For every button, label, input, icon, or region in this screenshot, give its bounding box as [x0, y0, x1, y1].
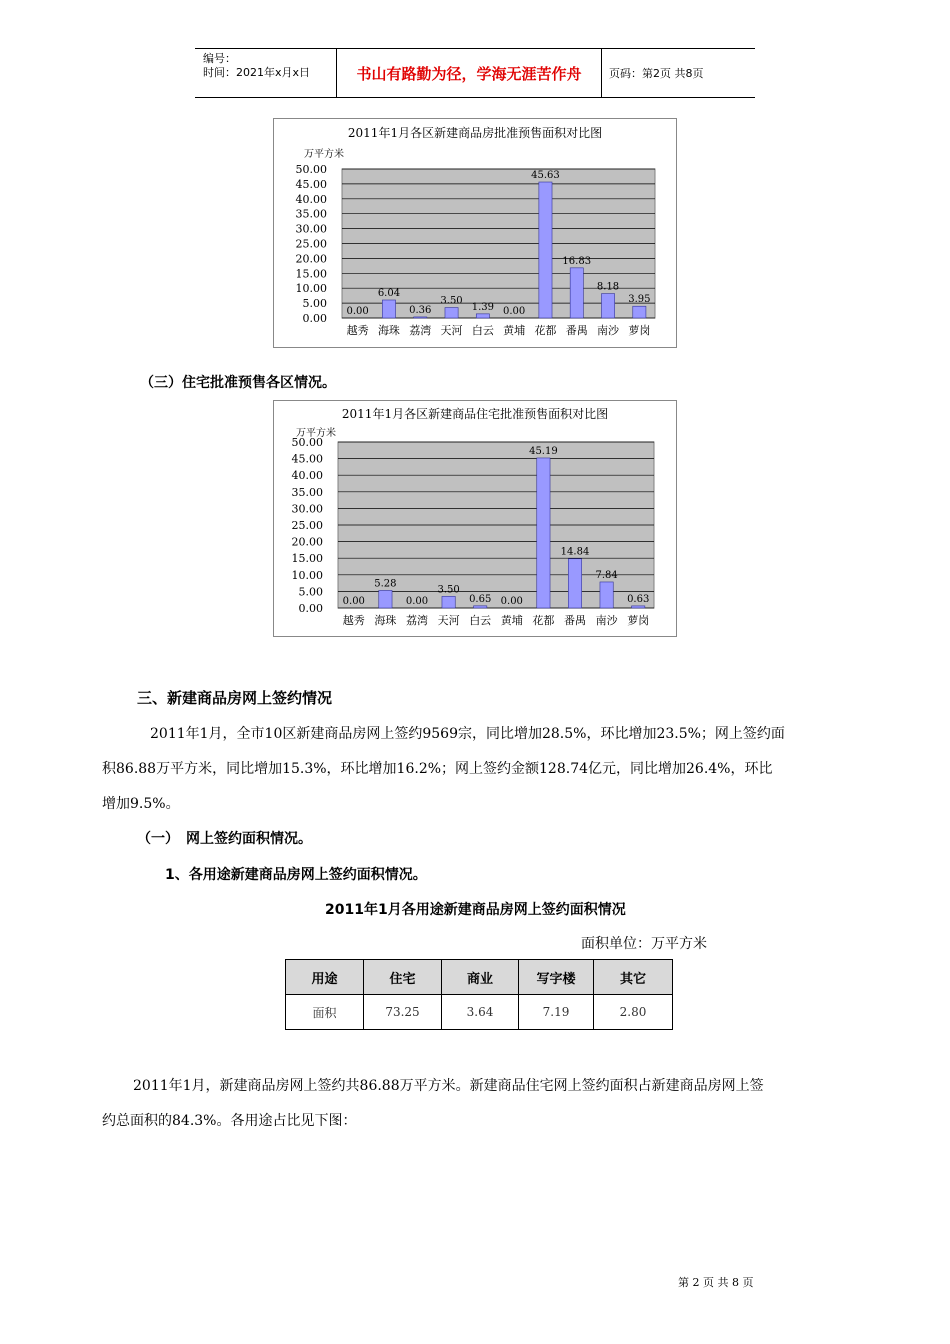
table-header-cell: 写字楼 — [519, 960, 594, 995]
table-title: 2011年1月各用途新建商品房网上签约面积情况 — [325, 902, 626, 918]
table-header-cell: 住宅 — [364, 960, 442, 995]
bar — [382, 300, 395, 318]
subsection-online-signing-area: （一） 网上签约面积情况。 — [137, 831, 312, 847]
bar — [379, 590, 392, 608]
page-header — [195, 48, 755, 98]
table-cell: 面积 — [286, 995, 364, 1030]
y-tick-label: 20.00 — [291, 535, 323, 549]
bar — [476, 314, 489, 318]
data-label: 0.65 — [469, 593, 492, 605]
table-header-cell: 其它 — [594, 960, 673, 995]
table-header-cell: 用途 — [286, 960, 364, 995]
bar — [633, 306, 646, 318]
paragraph-line: 约总面积的84.3%。各用途占比见下图： — [102, 1113, 357, 1129]
header-number: 编号： — [203, 52, 236, 65]
x-tick-label: 花都 — [534, 324, 557, 337]
y-tick-label: 25.00 — [295, 237, 327, 251]
y-tick-label: 40.00 — [291, 469, 323, 483]
chart-presale-area — [273, 118, 677, 348]
data-label: 3.95 — [628, 294, 651, 306]
y-tick-label: 45.00 — [295, 177, 327, 191]
data-label: 0.00 — [500, 596, 523, 607]
paragraph-line: 积86.88万平方米，同比增加15.3%，环比增加16.2%；网上签约金额128.74亿元，同比增加26.4%，环比 — [102, 761, 773, 777]
y-tick-label: 30.00 — [295, 222, 327, 236]
x-tick-label: 花都 — [532, 614, 555, 627]
y-tick-label: 20.00 — [295, 252, 327, 266]
x-tick-label: 白云 — [469, 614, 492, 627]
x-tick-label: 海珠 — [374, 614, 397, 627]
table-row — [286, 995, 673, 1030]
bar — [537, 458, 550, 608]
table-cell: 3.64 — [442, 995, 519, 1030]
y-tick-label: 35.00 — [291, 485, 323, 499]
header-meta — [195, 49, 337, 97]
subsection-residential-presale: （三）住宅批准预售各区情况。 — [140, 375, 336, 391]
x-tick-label: 黄埔 — [503, 324, 526, 337]
y-tick-label: 45.00 — [291, 452, 323, 466]
data-label: 0.00 — [405, 596, 429, 607]
data-label: 8.18 — [596, 281, 620, 293]
y-tick-label: 30.00 — [291, 502, 323, 516]
y-tick-label: 25.00 — [291, 519, 323, 532]
x-tick-label: 海珠 — [377, 324, 400, 337]
data-label: 0.63 — [627, 593, 650, 605]
bar — [445, 308, 458, 318]
data-label: 6.04 — [377, 288, 401, 300]
usage-area-table — [285, 959, 673, 1030]
data-label: 0.00 — [342, 596, 365, 607]
data-label: 3.50 — [440, 295, 463, 307]
table-cell: 73.25 — [364, 995, 442, 1030]
subsection-by-usage: 1、各用途新建商品房网上签约面积情况。 — [165, 867, 427, 883]
x-tick-label: 南沙 — [595, 614, 618, 627]
data-label: 0.00 — [346, 306, 369, 317]
table-cell: 2.80 — [594, 995, 673, 1030]
table-cell: 7.19 — [519, 995, 594, 1030]
y-tick-label: 10.00 — [295, 282, 327, 296]
bar — [601, 294, 614, 318]
y-tick-label: 10.00 — [291, 568, 323, 582]
bar — [539, 182, 552, 318]
y-tick-label: 35.00 — [295, 207, 327, 221]
data-label: 7.84 — [595, 569, 618, 581]
y-tick-label: 5.00 — [302, 297, 327, 311]
x-tick-label: 萝岗 — [628, 324, 651, 337]
data-label: 45.19 — [529, 445, 558, 457]
header-motto: 书山有路勤为径，学海无涯苦作舟 — [337, 49, 602, 97]
x-tick-label: 白云 — [471, 324, 494, 337]
y-tick-label: 0.00 — [298, 602, 323, 615]
x-tick-label: 南沙 — [597, 324, 620, 337]
data-label: 5.28 — [374, 578, 397, 590]
x-tick-label: 越秀 — [342, 614, 365, 627]
page-footer: 第 2 页 共 8 页 — [678, 1276, 754, 1289]
y-tick-label: 50.00 — [291, 436, 323, 449]
header-page: 页码：第2页 共8页 — [609, 67, 704, 80]
chart-title: 2011年1月各区新建商品住宅批准预售面积对比图 — [341, 407, 609, 421]
paragraph-line: 2011年1月，全市10区新建商品房网上签约9569宗，同比增加28.5%，环比增加23.5%；网上签约面 — [150, 726, 785, 742]
section-heading: 三、新建商品房网上签约情况 — [137, 689, 333, 707]
data-label: 45.63 — [531, 170, 560, 182]
bar — [570, 268, 583, 318]
bar — [568, 559, 581, 608]
x-tick-label: 番禺 — [564, 614, 586, 627]
bar — [442, 596, 455, 608]
x-tick-label: 荔湾 — [409, 324, 432, 337]
chart-presale-area-svg — [274, 119, 676, 347]
data-label: 0.36 — [409, 304, 432, 316]
data-label: 3.50 — [437, 584, 460, 596]
x-tick-label: 天河 — [437, 614, 460, 627]
y-tick-label: 40.00 — [295, 192, 327, 206]
paragraph-line: 增加9.5%。 — [102, 796, 180, 812]
data-label: 0.00 — [503, 306, 526, 317]
chart-title: 2011年1月各区新建商品房批准预售面积对比图 — [347, 126, 603, 140]
table-header-cell: 商业 — [442, 960, 519, 995]
y-tick-label: 50.00 — [295, 163, 327, 176]
y-axis-label: 万平方米 — [304, 149, 344, 160]
bar — [474, 606, 487, 608]
x-tick-label: 黄埔 — [500, 614, 523, 627]
y-tick-label: 5.00 — [298, 585, 323, 599]
x-tick-label: 萝岗 — [627, 614, 650, 627]
chart-residential-presale-area — [273, 400, 677, 637]
data-label: 16.83 — [562, 255, 592, 267]
header-time: 时间：2021年x月x日 — [203, 66, 311, 79]
x-tick-label: 荔湾 — [406, 614, 428, 627]
bar — [414, 317, 427, 318]
y-tick-label: 0.00 — [302, 312, 327, 325]
x-tick-label: 天河 — [440, 324, 463, 337]
bar — [600, 582, 613, 608]
y-axis-label: 万平方米 — [296, 428, 336, 439]
paragraph-line: 2011年1月，新建商品房网上签约共86.88万平方米。新建商品住宅网上签约面积占新建商品房网上签 — [133, 1078, 764, 1094]
y-tick-label: 15.00 — [295, 267, 327, 281]
x-tick-label: 越秀 — [346, 324, 369, 337]
table-unit: 面积单位：万平方米 — [581, 936, 707, 952]
bar — [632, 606, 645, 608]
chart-residential-presale-area-svg — [274, 401, 676, 636]
table-header-row — [286, 960, 673, 995]
data-label: 1.39 — [471, 301, 494, 313]
data-label: 14.84 — [560, 546, 590, 558]
y-tick-label: 15.00 — [291, 552, 323, 566]
x-tick-label: 番禺 — [565, 324, 588, 337]
